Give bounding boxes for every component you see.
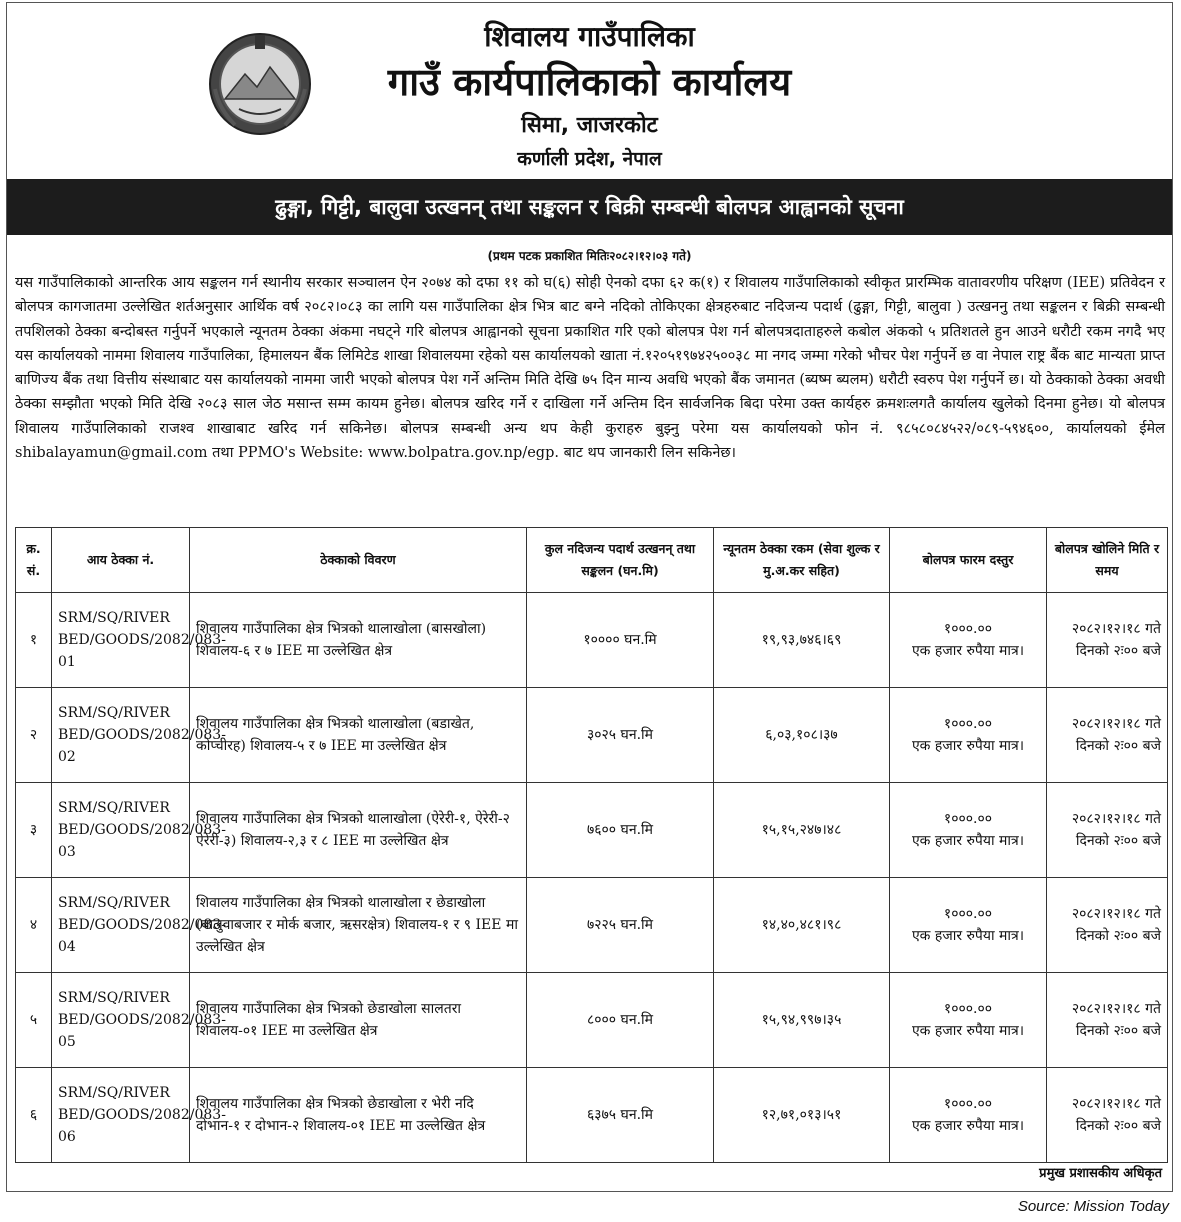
cell-quantity: ८००० घन.मि [527,973,714,1068]
cell-fee [890,783,1047,878]
cell-code: SRM/SQ/RIVER BED/GOODS/2082/083-03 [52,783,190,878]
cell-amount: १९,९३,७४६।६९ [714,593,890,688]
cell-code: SRM/SQ/RIVER BED/GOODS/2082/083-06 [52,1068,190,1163]
cell-amount: १५,१५,२४७।४८ [714,783,890,878]
header-min-amount: न्यूनतम ठेक्का रकम (सेवा शुल्क र मु.अ.कर सहित) [714,528,890,593]
cell-fee [890,1068,1047,1163]
header-sn: क्र. सं. [16,528,52,593]
cell-description: शिवालय गाउँपालिका क्षेत्र भित्रको छेडाखोला र भेरी नदि दोभान-१ र दोभान-२ शिवालय-०१ IEE मा उल्लेखित क्षेत्र [190,1068,527,1163]
table-header-row [16,528,1168,593]
cell-description: शिवालय गाउँपालिका क्षेत्र भित्रको छेडाखोला सालतरा शिवालय-०१ IEE मा उल्लेखित क्षेत्र [190,973,527,1068]
cell-code: SRM/SQ/RIVER BED/GOODS/2082/083-04 [52,878,190,973]
opening-time: दिनको २ः०० बजे [1075,1023,1161,1039]
opening-time: दिनको २ः०० बजे [1075,928,1161,944]
cell-sn: १ [16,593,52,688]
cell-code: SRM/SQ/RIVER BED/GOODS/2082/083-02 [52,688,190,783]
table-row [16,783,1168,878]
table-row [16,593,1168,688]
header-form-fee: बोलपत्र फारम दस्तुर [890,528,1047,593]
fee-words: एक हजार रुपैया मात्र। [911,1118,1025,1134]
cell-code: SRM/SQ/RIVER BED/GOODS/2082/083-05 [52,973,190,1068]
opening-date: २०८२।१२।१८ गते [1071,811,1161,827]
tender-table [15,527,1168,1163]
cell-opening [1047,878,1168,973]
fee-words: एक हजार रुपैया मात्र। [911,833,1025,849]
cell-sn: २ [16,688,52,783]
fee-words: एक हजार रुपैया मात्र। [911,643,1025,659]
source-credit: Source: Mission Today [1017,1198,1169,1215]
fee-words: एक हजार रुपैया मात्र। [911,738,1025,754]
cell-amount: ६,०३,१०८।३७ [714,688,890,783]
cell-quantity: ७६०० घन.मि [527,783,714,878]
cell-description: शिवालय गाउँपालिका क्षेत्र भित्रको थालाखोला (बडाखेत, कोप्चीरह) शिवालय-५ र ७ IEE मा उल्लेखित क्षेत्र [190,688,527,783]
table-row [16,878,1168,973]
cell-opening [1047,1068,1168,1163]
cell-sn: ३ [16,783,52,878]
fee-amount: १०००.०० [943,621,993,637]
cell-code: SRM/SQ/RIVER BED/GOODS/2082/083-01 [52,593,190,688]
cell-quantity: ७२२५ घन.मि [527,878,714,973]
header-opening-date: बोलपत्र खोलिने मिति र समय [1047,528,1168,593]
fee-amount: १०००.०० [943,1001,993,1017]
fee-words: एक हजार रुपैया मात्र। [911,928,1025,944]
fee-amount: १०००.०० [943,906,993,922]
notice-paragraph: यस गाउँपालिकाको आन्तरिक आय सङ्कलन गर्न स्थानीय सरकार सञ्चालन ऐन २०७४ को दफा ११ को घ(६) सोही ऐनको दफा ६२ क(१) र शिवालय गाउँपालिकाको स्वीकृत प्रारम्भिक वातावरणीय परिक्षण (IEE) प्रतिवेदन र बोलपत्र कागजातमा उल्लेखित शर्तअनुसार आर्थिक वर्ष २०८२।०८३ का लागि यस गाउँपालिका क्षेत्र भित्र बाट बग्ने नदिको तोकिएका क्षेत्रहरुबाट नदिजन्य पदार्थ (ढुङ्गा, गिट्टी, बालुवा ) उत्खननु तथा सङ्कलन र बिक्री सम्बन्धी तपशिलको ठेक्का बन्दोबस्त गर्नुपर्ने भएकाले न्यूनतम ठेक्का अंकमा नघट्ने गरि बोलपत्र आह्वानको सूचना प्रकाशित गरि एको बोलपत्र पेश गर्न बोलपत्रदाताहरुले कबोल अंकको ५ प्रतिशतले हुन आउने धरौटी रकम नगदै भए यस कार्यालयको नाममा शिवालय गाउँपालिका, हिमालयन बैंक लिमिटेड शाखा शिवालयमा रहेको यस कार्यालयको खाता नं.१२०५१९७४२५००३८ मा नगद जम्मा गरेको भौचर पेश गर्नुपर्ने छ वा नेपाल राष्ट्र बैंक बाट मान्यता प्राप्त बाणिज्य बैंक तथा वित्तीय संस्थाबाट यस कार्यालयको नाममा जारी भएको बोलपत्र पेश गर्ने अन्तिम मिति देखि ७५ दिन मान्य अवधि भएको बैंक जमानत (ब्यष्म ब्यलम) धरौटी स्वरुप पेश गर्नुपर्ने छ। यो ठेक्काको ठेक्का अवधी ठेक्का सम्झौता भएको मिति देखि २०८३ साल जेठ मसान्त सम्म कायम हुनेछ। बोलपत्र खरिद गर्ने र दाखिला गर्ने अन्तिम दिन सार्वजनिक बिदा परेमा उक्त कार्यहरु क्रमशःलगतै कार्यालय खुलेको दिनमा हुनेछ। यो बोलपत्र शिवालय गाउँपालिकाको राजश्व शाखाबाट खरिद गर्न सकिनेछ। बोलपत्र सम्बन्धी अन्य थप केही कुराहरु बुझ्नु परेमा यस कार्यालयको फोन नं. ९८५८०८४५२२/०८९-५९४६००, कार्यालयको ईमेल shibalayamun@gmail.com तथा PPMO's Website: www.bolpatra.gov.np/egp. बाट थप जानकारी लिन सकिनेछ। [15,275,1165,462]
office-address: सिमा, जाजरकोट [521,113,658,138]
cell-sn: ५ [16,973,52,1068]
publish-date: (प्रथम पटक प्रकाशित मितिः२०८२।१२।०३ गते) [487,249,692,263]
notice-title-banner: ढुङ्गा, गिट्टी, बालुवा उत्खनन् तथा सङ्कलन र बिक्री सम्बन्धी बोलपत्र आह्वानको सूचना [7,179,1172,235]
cell-quantity: ६३७५ घन.मि [527,1068,714,1163]
cell-fee [890,593,1047,688]
table-row [16,688,1168,783]
cell-fee [890,688,1047,783]
municipality-name: शिवालय गाउँपालिका [484,20,695,53]
cell-fee [890,878,1047,973]
cell-fee [890,973,1047,1068]
header-code: आय ठेक्का नं. [52,528,190,593]
cell-opening [1047,593,1168,688]
province-country: कर्णाली प्रदेश, नेपाल [517,148,662,170]
header-quantity: कुल नदिजन्य पदार्थ उत्खनन् तथा सङ्कलन (घन.मि) [527,528,714,593]
cell-description: शिवालय गाउँपालिका क्षेत्र भित्रको थालाखोला (ऐरेरी-१, ऐरेरी-२ ऐरेरी-३) शिवालय-२,३ र ८ IEE मा उल्लेखित क्षेत्र [190,783,527,878]
notice-frame [6,2,1173,1192]
cell-sn: ६ [16,1068,52,1163]
cell-opening [1047,973,1168,1068]
opening-date: २०८२।१२।१८ गते [1071,716,1161,732]
cell-description: शिवालय गाउँपालिका क्षेत्र भित्रको थालाखोला र छेडाखोला (बालुवाबजार र मोर्क बजार, ऋसरक्षेत्र) शिवालय-१ र ९ IEE मा उल्लेखित क्षेत्र [190,878,527,973]
cell-quantity: १०००० घन.मि [527,593,714,688]
cell-amount: १५,९४,९९७।३५ [714,973,890,1068]
cell-opening [1047,783,1168,878]
cell-description: शिवालय गाउँपालिका क्षेत्र भित्रको थालाखोला (बासखोला) शिवालय-६ र ७ IEE मा उल्लेखित क्षेत्र [190,593,527,688]
fee-amount: १०००.०० [943,811,993,827]
cell-amount: १२,७१,०१३।५१ [714,1068,890,1163]
fee-amount: १०००.०० [943,716,993,732]
opening-time: दिनको २ः०० बजे [1075,643,1161,659]
opening-date: २०८२।१२।१८ गते [1071,1096,1161,1112]
opening-time: दिनको २ः०० बजे [1075,1118,1161,1134]
signer-title: प्रमुख प्रशासकीय अधिकृत [1039,1166,1162,1181]
table-row [16,973,1168,1068]
cell-opening [1047,688,1168,783]
table-row [16,1068,1168,1163]
cell-sn: ४ [16,878,52,973]
opening-time: दिनको २ः०० बजे [1075,833,1161,849]
opening-date: २०८२।१२।१८ गते [1071,906,1161,922]
fee-words: एक हजार रुपैया मात्र। [911,1023,1025,1039]
header-description: ठेक्काको विवरण [190,528,527,593]
cell-quantity: ३०२५ घन.मि [527,688,714,783]
opening-time: दिनको २ः०० बजे [1075,738,1161,754]
fee-amount: १०००.०० [943,1096,993,1112]
office-name: गाउँ कार्यपालिकाको कार्यालय [387,60,792,104]
opening-date: २०८२।१२।१८ गते [1071,621,1161,637]
opening-date: २०८२।१२।१८ गते [1071,1001,1161,1017]
cell-amount: १४,४०,४८१।९८ [714,878,890,973]
office-header [7,3,1172,175]
